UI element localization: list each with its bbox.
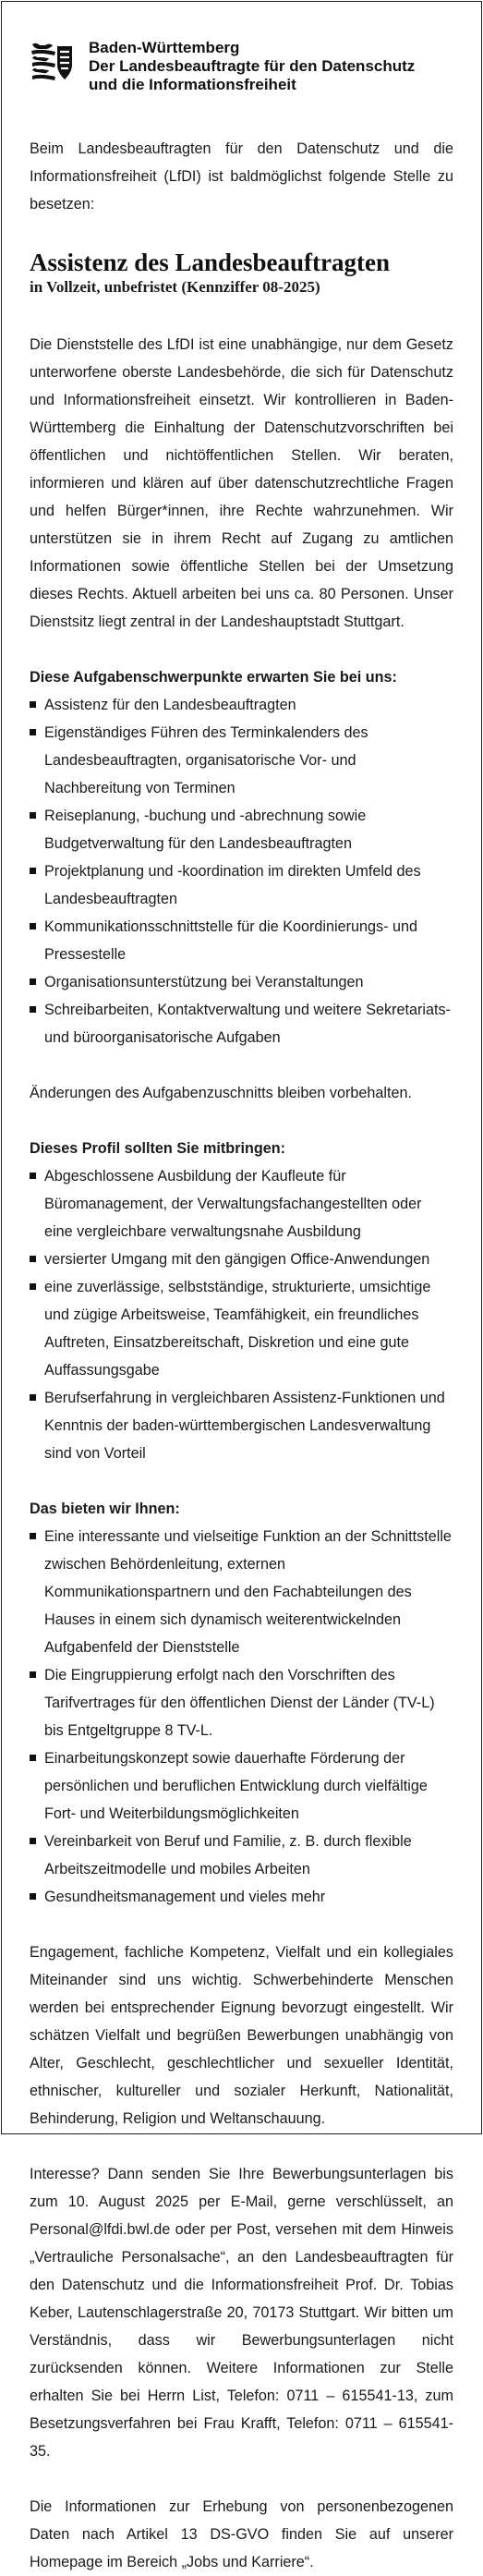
list-item: Gesundheitsmanagement und vieles mehr: [30, 1883, 453, 1911]
list-item: Projektplanung und -koordination im direkten Umfeld des Landesbeauftragten: [30, 857, 453, 913]
list-item: Abgeschlossene Ausbildung der Kaufleute für Büromanagement, der Verwaltungsfachangestellten oder eine vergleichbare verwaltungsnahe Ausbildung: [30, 1162, 453, 1245]
header-line-state: Baden-Württemberg: [89, 39, 240, 56]
profile-heading: Dieses Profil sollten Sie mitbringen:: [30, 1140, 286, 1157]
header-line-authority-1: Der Landesbeauftragte für den Datenschutz: [89, 57, 416, 75]
tasks-list: [30, 691, 453, 1051]
list-item: Vereinbarkeit von Beruf und Familie, z. B. durch flexible Arbeitszeitmodelle und mobiles Arbeiten: [30, 1828, 453, 1883]
list-item: Berufserfahrung in vergleichbaren Assistenz-Funktionen und Kenntnis der baden-württembergischen Landesverwaltung sind von Vorteil: [30, 1384, 453, 1467]
list-item: versierter Umgang mit den gängigen Office-Anwendungen: [30, 1245, 453, 1273]
offer-list: [30, 1523, 453, 1911]
authority-name: [89, 39, 415, 94]
tasks-heading: Diese Aufgabenschwerpunkte erwarten Sie bei uns:: [30, 669, 397, 686]
intro-text: Beim Landesbeauftragten für den Datenschutz und die Informationsfreiheit (LfDI) ist baldmöglichst folgende Stelle zu besetzen:: [30, 140, 453, 213]
offer-heading: Das bieten wir Ihnen:: [30, 1501, 180, 1517]
job-title: Assistenz des Landesbeauftragten: [30, 249, 391, 276]
list-item: Kommunikationsschnittstelle für die Koordinierungs- und Pressestelle: [30, 913, 453, 968]
diversity-paragraph: Engagement, fachliche Kompetenz, Vielfalt und ein kollegiales Miteinander sind uns wichtig. Schwerbehinderte Menschen werden bei entsprechender Eignung bevorzugt eingestellt. Wir schätzen Vielfalt und begrüßen Bewerbungen unabhängig von Alter, Geschlecht, geschlechtlicher und sexueller Identität, ethnischer, kultureller und sozialer Herkunft, Nationalität, Behinderung, Religion und Weltanschauung.: [30, 1944, 453, 2127]
privacy-paragraph: Die Informationen zur Erhebung von personenbezogenen Daten nach Artikel 13 DS-GVO finden Sie auf unserer Homepage im Bereich „Jobs und Karriere“.: [30, 2498, 453, 2570]
job-advertisement: [1, 1, 482, 2570]
header: [30, 39, 453, 94]
list-item: Schreibarbeiten, Kontaktverwaltung und weitere Sekretariats- und büroorganisatorische Aufgaben: [30, 996, 453, 1051]
list-item: Reiseplanung, -buchung und -abrechnung sowie Budgetverwaltung für den Landesbeauftragten: [30, 802, 453, 857]
coat-of-arms-icon: [30, 41, 74, 85]
profile-list: [30, 1162, 453, 1467]
list-item: Die Eingruppierung erfolgt nach den Vorschriften des Tarifvertrages für den öffentlichen Dienst der Länder (TV-L) bis Entgeltgruppe 8 TV-L.: [30, 1661, 453, 1744]
list-item: Eigenständiges Führen des Terminkalenders des Landesbeauftragten, organisatorische Vor- und Nachbereitung von Terminen: [30, 719, 453, 802]
job-subtitle: in Vollzeit, unbefristet (Kennziffer 08-2025): [30, 278, 320, 296]
tasks-note: Änderungen des Aufgabenzuschnitts bleiben vorbehalten.: [30, 1085, 412, 1101]
list-item: Eine interessante und vielseitige Funktion an der Schnittstelle zwischen Behördenleitung, externen Kommunikationspartnern und den Fachabteilungen des Hauses in einem sich dynamisch weiterentwickelnden Aufgabenfeld der Dienststelle: [30, 1523, 453, 1661]
about-paragraph: Die Dienststelle des LfDI ist eine unabhängige, nur dem Gesetz unterworfene oberste Landesbehörde, die sich für Datenschutz und Informationsfreiheit einsetzt. Wir kontrollieren in Baden-Württemberg die Einhaltung der Datenschutzvorschriften bei öffentlichen und nichtöffentlichen Stellen. Wir beraten, informieren und klären auf über datenschutzrechtliche Fragen und helfen Bürger*innen, ihre Rechte wahrzunehmen. Wir unterstützen sie in ihrem Recht auf Zugang zu amtlichen Informationen sowie öffentliche Stellen bei der Umsetzung dieses Rechts. Aktuell arbeiten bei uns ca. 80 Personen. Unser Dienstsitz liegt zentral in der Landeshauptstadt Stuttgart.: [30, 336, 453, 630]
list-item: eine zuverlässige, selbstständige, strukturierte, umsichtige und zügige Arbeitsweise, Teamfähigkeit, ein freundliches Auftreten, Einsatzbereitschaft, Diskretion und eine gute Auffassungsgabe: [30, 1273, 453, 1384]
list-item: Organisationsunterstützung bei Veranstaltungen: [30, 968, 453, 996]
header-line-authority-2: und die Informationsfreiheit: [89, 76, 296, 93]
application-paragraph: Interesse? Dann senden Sie Ihre Bewerbungsunterlagen bis zum 10. August 2025 per E-Mail, gerne verschlüsselt, an Personal@lfdi.bwl.de oder per Post, versehen mit dem Hinweis „Vertrauliche Personalsache“, an den Landesbeauftragten für den Datenschutz und die Informationsfreiheit Prof. Dr. Tobias Keber, Lautenschlagerstraße 20, 70173 Stuttgart. Wir bitten um Verständnis, dass wir Bewerbungsunterlagen nicht zurücksenden können. Weitere Informationen zur Stelle erhalten Sie bei Herrn List, Telefon: 0711 – 615541-13, zum Besetzungsverfahren bei Frau Krafft, Telefon: 0711 – 615541-35.: [30, 2166, 453, 2460]
list-item: Einarbeitungskonzept sowie dauerhafte Förderung der persönlichen und beruflichen Entwicklung durch vielfältige Fort- und Weiterbildungsmöglichkeiten: [30, 1744, 453, 1828]
list-item: Assistenz für den Landesbeauftragten: [30, 691, 453, 719]
